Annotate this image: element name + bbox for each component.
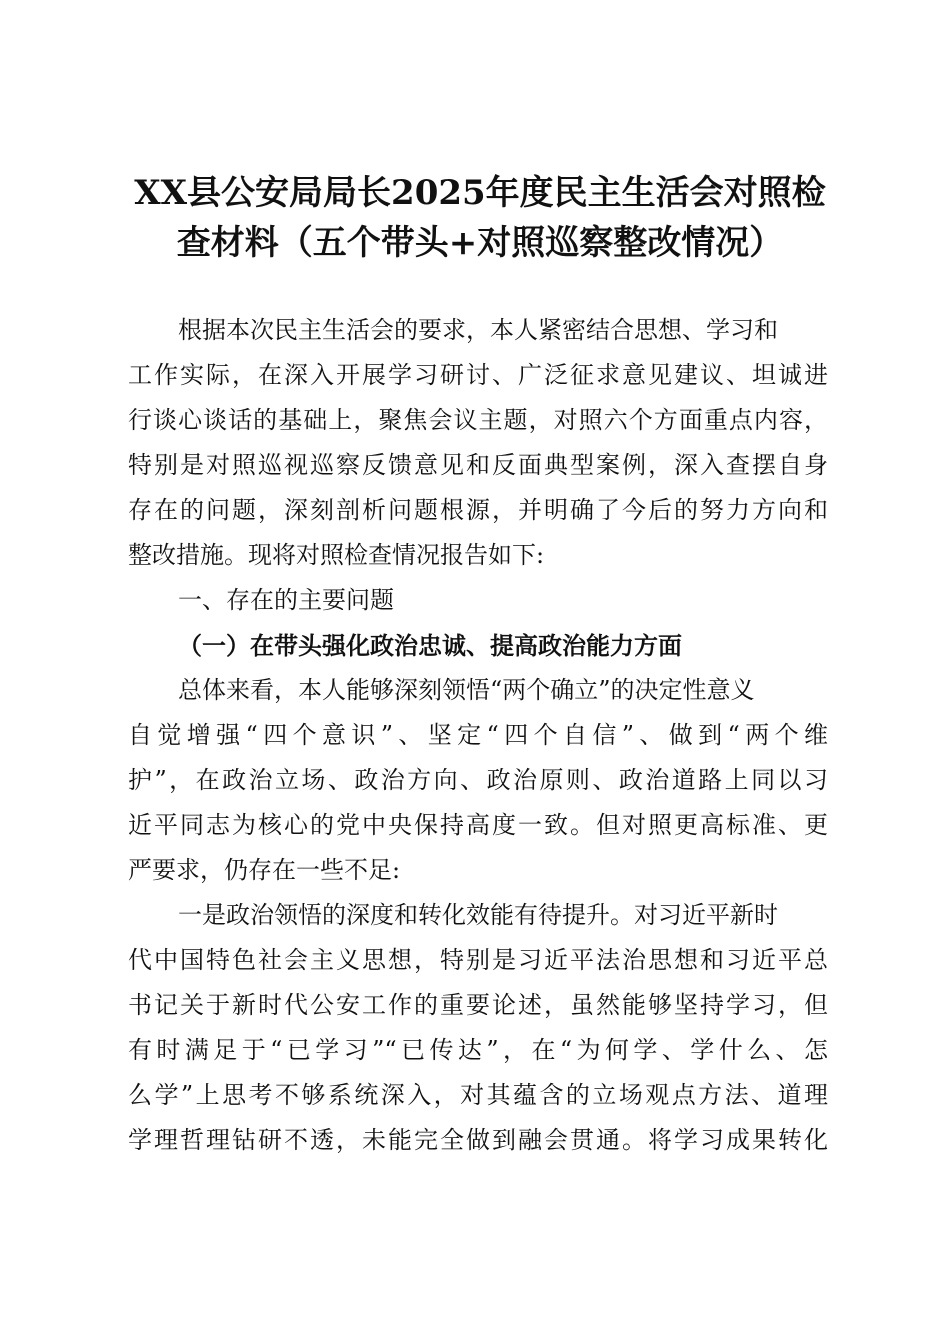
document-body [128,308,828,1163]
text-line: 学理哲理钻研不透，未能完全做到融会贯通。将学习成果转化 [128,1126,828,1154]
text-line: 近平同志为核心的党中央保持高度一致。但对照更高标准、更 [128,811,828,839]
text-line: 有时满足于“已学习”“已传达”，在“为何学、学什么、怎 [128,1036,828,1064]
section-heading: 一、存在的主要问题 [178,586,394,614]
text-line: 书记关于新时代公安工作的重要论述，虽然能够坚持学习，但 [128,991,828,1019]
title-line-2: 查材料（五个带头+对照巡察整改情况） [176,223,784,263]
text-line: 么学”上思考不够系统深入，对其蕴含的立场观点方法、道理 [128,1081,828,1109]
document-title [100,168,860,268]
paragraph-point-one [128,893,828,1163]
text-line: 特别是对照巡视巡察反馈意见和反面典型案例，深入查摆自身 [128,451,828,479]
text-line: 存在的问题，深刻剖析问题根源，并明确了今后的努力方向和 [128,496,828,524]
title-line-1: XX县公安局局长2025年度民主生活会对照检 [134,173,826,213]
intro-paragraph [128,308,828,578]
text-line: 根据本次民主生活会的要求，本人紧密结合思想、学习和 [178,316,778,344]
text-line: 总体来看，本人能够深刻领悟“两个确立”的决定性意义 [178,676,755,704]
text-line: 自觉增强“四个意识”、坚定“四个自信”、做到“两个维 [128,721,828,749]
text-line: 严要求，仍存在一些不足: [128,856,401,884]
text-line: 一是政治领悟的深度和转化效能有待提升。对习近平新时 [178,901,778,929]
text-line: 工作实际，在深入开展学习研讨、广泛征求意见建议、坦诚进 [128,361,828,389]
text-line: 护”，在政治立场、政治方向、政治原则、政治道路上同以习 [128,766,828,794]
paragraph-overview [128,668,828,893]
text-line: 行谈心谈话的基础上，聚焦会议主题，对照六个方面重点内容， [128,406,828,434]
text-line: 整改措施。现将对照检查情况报告如下: [128,541,545,569]
text-line: 代中国特色社会主义思想，特别是习近平法治思想和习近平总 [128,946,828,974]
subsection-heading: （一）在带头强化政治忠诚、提高政治能力方面 [178,631,682,660]
